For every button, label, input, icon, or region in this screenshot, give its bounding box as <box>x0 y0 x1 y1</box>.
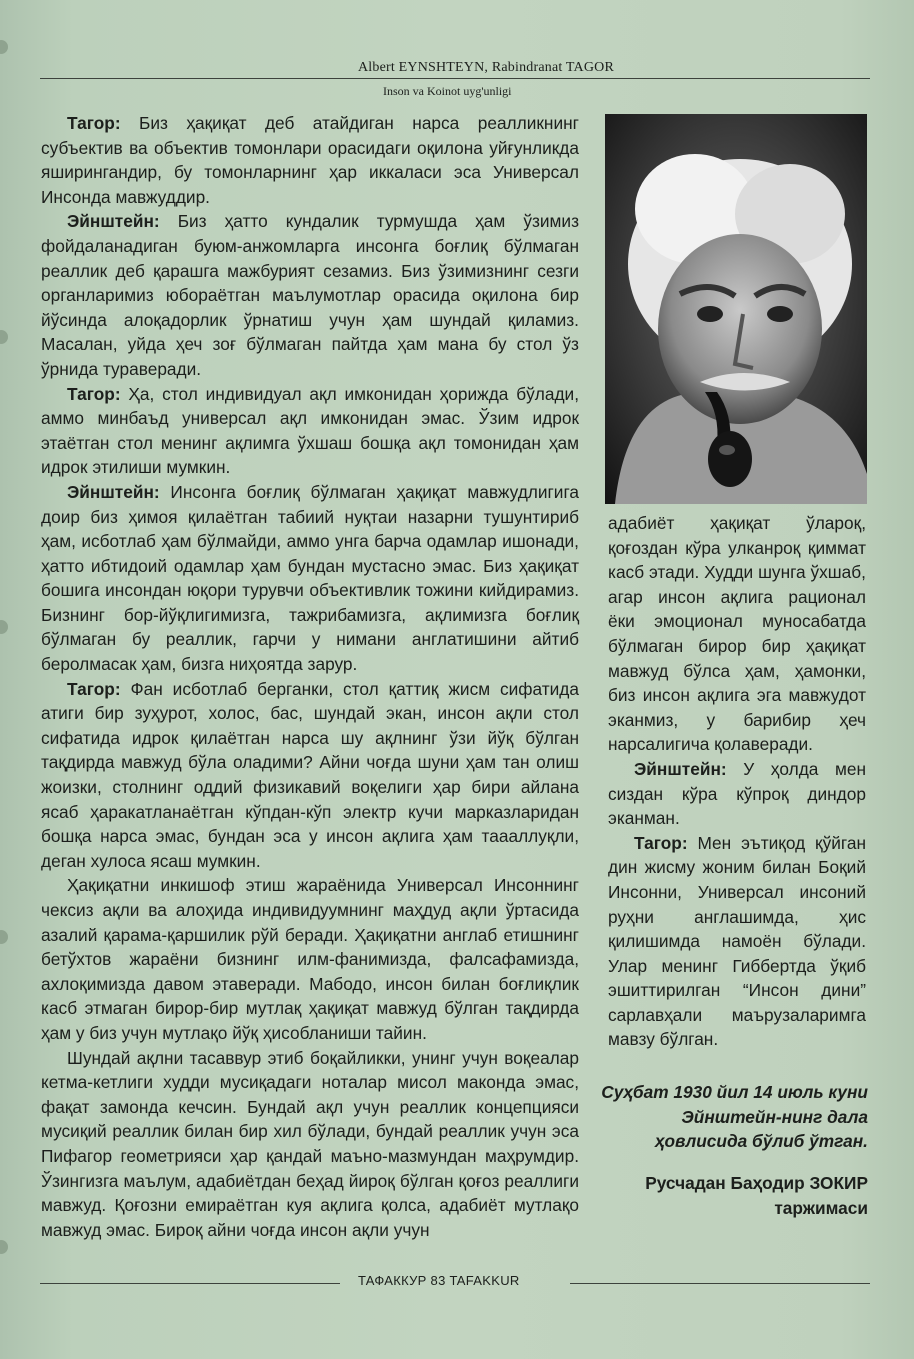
binder-hole <box>0 1240 8 1254</box>
speaker-label: Тагор: <box>67 113 121 133</box>
paragraph <box>608 511 866 757</box>
speaker-label: Тагор: <box>634 832 688 853</box>
binder-hole <box>0 930 8 944</box>
translator-credit: Русчадан Баҳодир ЗОКИР таржимаси <box>645 1173 868 1218</box>
footer-rule-left <box>40 1283 340 1284</box>
paragraph <box>608 757 866 831</box>
paragraph-text: адабиёт ҳақиқат ўлароқ, қоғоздан кўра улканроқ қиммат касб этади. Худди шунга ўхшаб, агар инсон ақлига рационал ёки эмоционал муносабатда бўлмаган бирор бир ҳақиқат мавжуд бўлса ҳам, ҳамонки, биз инсон ақлига эга мавжудот эканмиз, у барибир ҳеч нарсалигича қолаверади. <box>608 513 866 755</box>
paragraph <box>41 111 579 209</box>
paragraph-text: Фан исботлаб берганки, стол қаттиқ жисм сифатида атиги бир зуҳурот, холос, бас, шундай экан, инсон ақли стол сифатида идрок қилаётган нарса шу ақлнинг ўзи йўқ бўлган тақдирда мавжуд бўла оладими? Айни чоғда шуни ҳам тан олиш жоизки, столнинг оддий физикавий воқелиги ҳар бири айлана ясаб ҳаракатланаётган кўпдан-кўп электр кучи марказларидан бошқа нарса эмас, бундан эса у инсон ақлига ҳам таааллуқли, деган хулоса ясаш мумкин. <box>41 678 579 871</box>
closing-note: Суҳбат 1930 йил 14 июль куни Эйнштейн-нинг дала ҳовлисида бўлиб ўтган. <box>601 1082 868 1152</box>
speaker-label: Эйнштейн: <box>634 758 727 779</box>
paragraph <box>41 1046 579 1243</box>
paragraph-text: Биз ҳақиқат деб атайдиган нарса реалликнинг субъектив ва объектив томонлари орасидаги оқилона уйғунликда яширингандир, бу томонларнинг ҳар иккаласи эса Универсал Инсонда мавжуддир. <box>41 113 579 207</box>
paragraph <box>41 382 579 480</box>
paragraph <box>41 677 579 874</box>
einstein-portrait-photo <box>605 114 867 504</box>
running-header-title: Albert EYNSHTEYN, Rabindranat TAGOR <box>357 60 614 75</box>
speaker-label: Тагор: <box>67 678 121 699</box>
paragraph <box>41 209 579 381</box>
paragraph-text: Инсонга боғлиқ бўлмаган ҳақиқат мавжудлигига доир биз ҳимоя қилаётган табиий нуқтаи назарни тушунтириб ҳам, исботлаб ҳам бўлмайди, аммо унга барча одамлар ишонади, ҳатто ибтидоий одамлар ҳам бундан мустасно эмас. Биз ҳақиқат бошига инсондан юқори турувчи объективлик тожини кийдирамиз. Бизнинг бор-йўқлигимизга, тажрибамизга, ақлимизга боғлиқ бўлмаган бу реаллик, гарчи у нимани англатишини айтиб беролмасак ҳам, бизга ниҳоятда зарур. <box>41 481 579 675</box>
binder-hole <box>0 40 8 54</box>
right-column <box>608 511 866 1052</box>
left-column <box>41 111 579 1242</box>
paragraph <box>608 831 866 1052</box>
paragraph-text: Ҳақиқатни инкишоф этиш жараёнида Универсал Инсоннинг чексиз ақли ва алоҳида индивидуумнинг маҳдуд ақли ўртасида азалий қарама-қаршилик рўй беради. Ҳақиқатни англаб етишнинг бетўхтов жараёни бизнинг илм-фанимизда, фалсафамизда, ахлоқимизда давом этаверади. Мабодо, инсон билан боғлиқлик касб этмаган бирор-бир мутлақ ҳақиқат мавжуд бўлган тақдирда ҳам у биз учун мутлақо йўқ ҳисобланиши тайин. <box>41 875 579 1043</box>
header-rule <box>40 78 870 79</box>
paragraph-text: Биз ҳатто кундалик турмушда ҳам ўзимиз фойдаланадиган буюм-анжомларга инсонга боғлиқ бўлмаган реаллик деб қарашга мажбурият сезамиз. Биз ўзимизнинг сезги органларимиз юбораётган маълумотлар орасида оқилона бир йўсинда алоқадорлик ўрнатиш учун ҳам шундай қиламиз. Масалан, уйда ҳеч зоғ бўлмаган пайтда ҳам мана бу стол ўз ўрнида тураверади. <box>41 211 579 379</box>
binder-hole <box>0 620 8 634</box>
speaker-label: Эйнштейн: <box>67 481 160 502</box>
paragraph-text: Мен эътиқод қўйган дин жисму жоним билан Боқий Инсонни, Универсал инсоний руҳни англашимда, ҳис қилишимда намоён бўлади. Улар менинг Гиббертда ўқиб эшиттирилган “Инсон дини” сарлавҳали маърузаларимга мавзу бўлган. <box>608 832 866 1050</box>
paragraph <box>41 873 579 1045</box>
paragraph <box>41 480 579 677</box>
speaker-label: Эйнштейн: <box>67 211 160 232</box>
page-footer: ТАФАККУР 83 TAFAKKUR <box>358 1273 520 1288</box>
paragraph-text: Ҳа, стол индивидуал ақл имконидан ҳорижда бўлади, аммо минбаъд универсал ақл имконидан эмас. Ўзим идрок этаётган стол менинг ақлимга ўхшаш бошқа ақл томонидан ҳам идрок этилиши мумкин. <box>41 383 579 478</box>
speaker-label: Тагор: <box>67 383 121 404</box>
paragraph-text: У ҳолда мен сиздан кўра кўпроқ диндор эканман. <box>608 758 866 829</box>
footer-rule-right <box>570 1283 870 1284</box>
binder-hole <box>0 330 8 344</box>
running-header-subtitle: Inson va Koinot uyg'unligi <box>383 84 512 98</box>
paragraph-text: Шундай ақлни тасаввур этиб боқайликки, унинг учун воқеалар кетма-кетлиги худди мусиқадаги ноталар мисол маконда эмас, фақат замонда кечсин. Бундай ақл учун реаллик концепцияси мусиқий реаллик билан бир хил бўлади, бундай реаллик учун эса Пифагор геометрияси ҳар қандай маъно-мазмундан маҳрумдир. Ўзингизга маълум, адабиётдан беҳад йироқ бўлган қоғоз реаллиги мавжуд. Қоғозни емираётган куя ақлига қолса, адабиёт мутлақо мавжуд эмас. Бироқ айни чоғда инсон ақли учун <box>41 1047 579 1240</box>
